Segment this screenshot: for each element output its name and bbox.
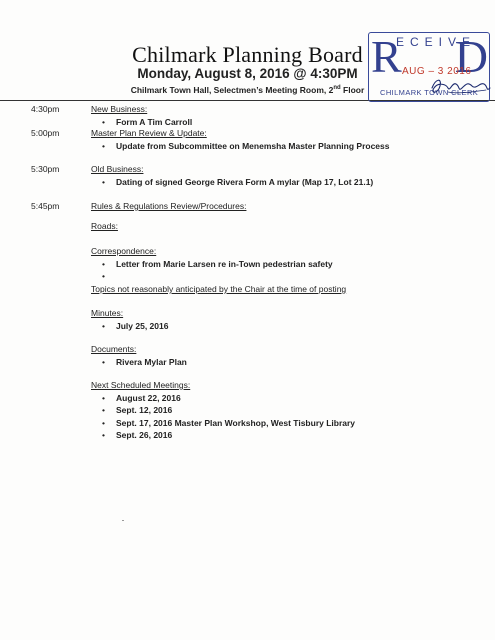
bullet-dot: • — [102, 392, 105, 403]
bullet-text: Sept. 26, 2016 — [116, 430, 173, 440]
location-floor: Floor — [340, 85, 365, 95]
agenda-time: 5:00pm — [31, 128, 60, 138]
agenda-time: 5:30pm — [31, 164, 60, 174]
bullet-text: Update from Subcommittee on Menemsha Master Planning Process — [116, 140, 390, 151]
bullet-text: July 25, 2016 — [116, 320, 169, 331]
agenda-heading: Old Business: — [91, 164, 144, 174]
bullet-text: Form A Tim Carroll — [116, 116, 193, 127]
bullet-dot: • — [102, 140, 105, 151]
scan-speck — [122, 520, 124, 521]
bullet-dot: • — [102, 430, 105, 440]
bullet-dot: • — [102, 271, 105, 281]
agenda-heading: Documents: — [91, 344, 137, 354]
agenda-heading: Master Plan Review & Update: — [91, 128, 207, 138]
bullet-text: August 22, 2016 — [116, 392, 181, 403]
location-ordinal: nd — [333, 85, 341, 92]
bullet-dot: • — [102, 258, 105, 269]
bullet-text: Sept. 17, 2016 Master Plan Workshop, West Tisbury Library — [116, 417, 356, 428]
agenda-time: 5:45pm — [31, 201, 60, 211]
bullet-dot: • — [102, 116, 105, 127]
agenda-heading: Next Scheduled Meetings: — [91, 380, 191, 390]
stamp-office: CHILMARK TOWN CLERK — [380, 88, 479, 97]
bullet-dot: • — [102, 176, 105, 187]
agenda-heading: Topics not reasonably anticipated by the Chair at the time of posting — [91, 284, 347, 294]
meeting-date-time: Monday, August 8, 2016 @ 4:30PM — [137, 66, 358, 81]
bullet-text: Letter from Marie Larsen re in-Town pedestrian safety — [116, 258, 333, 269]
agenda-heading: Rules & Regulations Review/Procedures: — [91, 201, 247, 211]
bullet-text: Sept. 12, 2016 — [116, 405, 173, 415]
stamp-letter-d: D — [454, 31, 488, 82]
bullet-text: Rivera Mylar Plan — [116, 356, 187, 367]
location-text: Chilmark Town Hall, Selectmen’s Meeting Room, 2 — [130, 85, 334, 95]
page-title: Chilmark Planning Board — [132, 42, 363, 67]
stamp-date: AUG – 3 2016 — [402, 66, 472, 77]
agenda-time: 4:30pm — [31, 104, 60, 114]
stamp-word: ECEIVE — [396, 35, 477, 49]
bullet-dot: • — [102, 405, 105, 415]
handwritten-signature — [428, 74, 492, 96]
agenda-heading: Minutes: — [91, 308, 124, 318]
stamp-letter-r: R — [371, 31, 402, 82]
agenda-heading: Correspondence: — [91, 246, 157, 256]
bullet-dot: • — [102, 356, 105, 367]
agenda-heading: New Business: — [91, 104, 148, 114]
bullet-dot: • — [102, 417, 105, 428]
received-stamp — [368, 32, 490, 102]
bullet-text: Dating of signed George Rivera Form A mylar (Map 17, Lot 21.1) — [116, 176, 374, 187]
bullet-dot: • — [102, 320, 105, 331]
agenda-heading: Roads: — [91, 221, 118, 231]
